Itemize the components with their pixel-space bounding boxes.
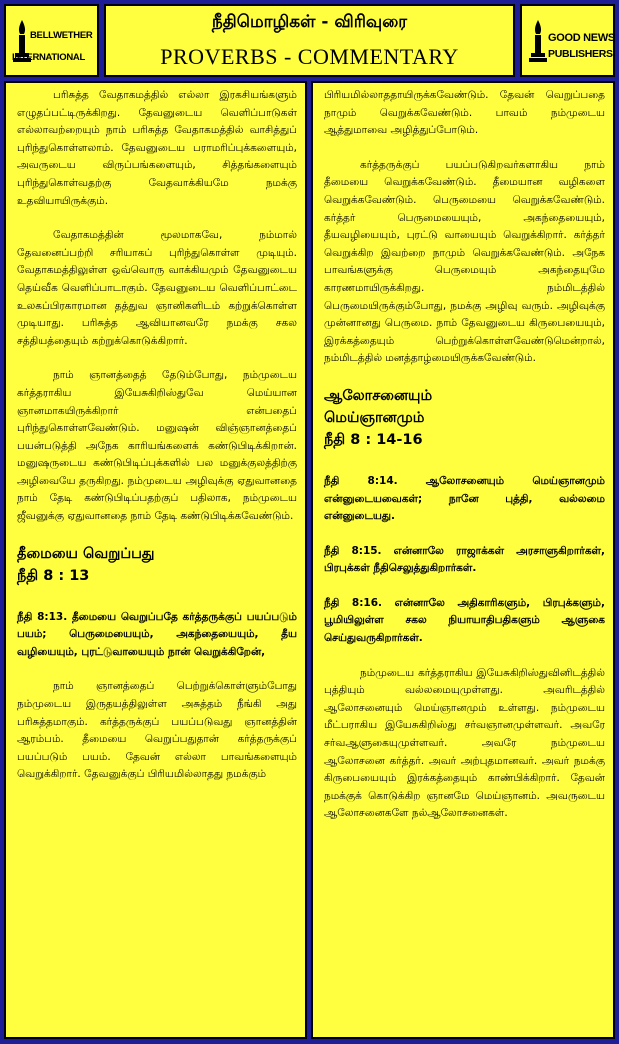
logo-right-line1: GOOD NEWS	[548, 32, 615, 44]
paragraph: பரிசுத்த வேதாகமத்தில் எல்லா இரகசியங்களும் எழுதப்பட்டிருக்கிறது. தேவனுடைய வெளிப்பாடுகள் எல்லாவற்றையும் நாம் பரிசுத்த வேதாகமத்தில் வாசித்துப் புரிந்துகொள்ளலாம். தேவனுடைய பராமரிப்புக்களையும், அவருடைய விருப்பங்களையும், சித்தங்களையும் புரிந்துகொள்வதற்கு வேதவாக்கியமே நமக்கு உதவியாயிருக்கும்.	[17, 89, 297, 207]
logo-graphic	[10, 12, 94, 70]
section-heading	[324, 385, 605, 451]
heading-reference: நீதி 8 : 14-16	[324, 431, 423, 448]
heading-title-line1: ஆலோசனையும்	[324, 387, 433, 404]
left-column	[4, 81, 307, 1039]
paragraph: நாம் ஞானத்தைத் தேடும்போது, நம்முடைய கர்த்தராகிய இயேசுகிறிஸ்துவே மெய்யான ஞானமாகயிருக்கிறார் என்பதைப் புரிந்துகொள்ளவேண்டும். மனுஷன் விஞ்ஞானத்தைப் பயன்படுத்தி அநேக காரியங்களைக் கண்டுபிடிக்கிறான். மனுஷருடைய கண்டுபிடிப்புக்களில் பல மனுக்குலத்திற்கு அழிவையே தருகிறது. நம்முடைய அழிவுக்கு ஏதுவானதை நாம் தேடி கண்டுபிடிப்பதற்குப் பதிலாக, நம்முடைய ஜீவனுக்கு ஏதுவானதை நாம் தேடி கண்டுபிடிக்கவேண்டும்.	[17, 369, 297, 523]
header	[4, 4, 615, 77]
title-english: PROVERBS - COMMENTARY	[160, 44, 459, 69]
paragraph: பிரியமில்லாததாயிருக்கவேண்டும். தேவன் வெறுப்பதை நாமும் வெறுக்கவேண்டும். பாவம் நம்முடைய ஆத்துமாவை அழித்துப்போடும்.	[324, 89, 605, 137]
paragraph: நம்முடைய கர்த்தராகிய இயேசுகிறிஸ்துவினிடத்தில் புத்தியும் வல்லமையுமுள்ளது. அவரிடத்தில் ஆலோசனையும் மெய்ஞானமும் உள்ளது. நம்முடைய மீட்பராகிய இயேசுகிறிஸ்து சர்வஞானமுள்ளவர். அவரே சர்வஆளுகையுமுள்ளவர். அவரே நம்முடைய ஆலோசனை கர்த்தர். அவர் அற்புதமானவர். அவர் நமக்கு கிருபையையும் இரக்கத்தையும் காண்பிக்கிறார். தேவன் நமக்குக் கொடுக்கிற ஞானமே மெய்ஞானம். அவருடைய ஆலோசனைகளே நல்ஆலோசனைகள்.	[324, 666, 605, 820]
bellwether-logo	[4, 4, 99, 77]
title-box	[104, 4, 515, 77]
verse: நீதி 8:14. ஆலோசனையும் மெய்ஞானமும் என்னுடையவைகள்; நானே புத்தி, வல்லமை என்னுடையது.	[324, 474, 605, 523]
logo-left-line2: INTERNATIONAL	[12, 52, 85, 63]
section-heading	[17, 543, 297, 587]
paragraph: கர்த்தருக்குப் பயப்படுகிறவர்களாகிய நாம் தீமையை வெறுக்கவேண்டும். தீமையான வழிகளை வெறுக்கவேண்டும். பெருமையை வெறுக்கவேண்டும். கர்த்தர் பெருமையையும், அகந்தையையும், தீயவழியையும், புரட்டு வாயையும் வெறுக்கிறார். கர்த்தர் வெறுக்கிற இவற்றை நாமும் வெறுக்கவேண்டும். அநேக பாவங்களுக்கு பெருமையும் அகந்தையுமே காரணமாயிருக்கிறது. நம்மிடத்தில் பெருமையிருக்கும்போது, நமக்கு அழிவு வரும். அழிவுக்கு முன்னானது பெருமை. நாம் தேவனுடைய கிருபையையும், இரக்கத்தையும் பெற்றுக்கொள்ளவேண்டுமென்றால், நம்மிடத்தில் மனத்தாழ்மையிருக்கவேண்டும்.	[324, 158, 605, 365]
title-tamil: நீதிமொழிகள் - விரிவுரை	[211, 12, 408, 32]
logo-right-line2: PUBLISHERS	[548, 48, 613, 60]
paragraph: நாம் ஞானத்தைப் பெற்றுக்கொள்ளும்போது நம்முடைய இருதயத்திலுள்ள அசுத்தம் நீங்கி அது பரிசுத்தமாகும். கர்த்தருக்குப் பயப்படுவது ஞானத்தின் ஆரம்பம். தீமையை வெறுப்பதுதான் கர்த்தருக்குப் பயப்படும் பயம். தேவன் எல்லா பாவங்களையும் வெறுக்கிறார். தேவனுக்குப் பிரியமில்லாதது நமக்கும்	[17, 680, 297, 781]
verse: நீதி 8:13. தீமையை வெறுப்பதே கர்த்தருக்குப் பயப்படும் பயம்; பெருமையையும், அகந்தையையும், தீய வழியையும், புரட்டுவாயையும் நான் வெறுக்கிறேன்,	[17, 610, 297, 658]
paragraph: வேதாகமத்தின் மூலமாகவே, நம்மால் தேவனைப்பற்றி சரியாகப் புரிந்துகொள்ள முடியும். வேதாகமத்திலுள்ள ஒவ்வொரு வாக்கியமும் தேவனுடைய தெய்வீக வெளிப்பாடாகும். தேவனுடைய வெளிப்பாட்டை உலகப்பிரகாரமான தத்துவ ஞானிகளிடம் கற்றுக்கொள்ள முடியாது. பரிசுத்த ஆவியானவரே நமக்கு சகல சத்தியத்தையும் கற்றுக்கொடுக்கிறார்.	[17, 229, 297, 347]
good-news-logo	[520, 4, 615, 77]
verse: நீதி 8:15. என்னாலே ராஜாக்கள் அரசாளுகிறார்கள், பிரபுக்கள் நீதிசெலுத்துகிறார்கள்.	[324, 544, 605, 575]
right-column	[311, 81, 615, 1039]
logo-left-line1: BELLWETHER	[30, 30, 93, 41]
logo-graphic	[526, 12, 615, 70]
heading-reference: நீதி 8 : 13	[17, 567, 90, 584]
verse: நீதி 8:16. என்னாலே அதிகாரிகளும், பிரபுக்களும், பூமியிலுள்ள சகல நியாயாதிபதிகளும் ஆளுகை செய்துவருகிறார்கள்.	[324, 596, 605, 645]
heading-title-line2: மெய்ஞானமும்	[324, 409, 425, 426]
heading-title: தீமையை வெறுப்பது	[17, 545, 155, 562]
lamp-icon	[528, 18, 548, 64]
